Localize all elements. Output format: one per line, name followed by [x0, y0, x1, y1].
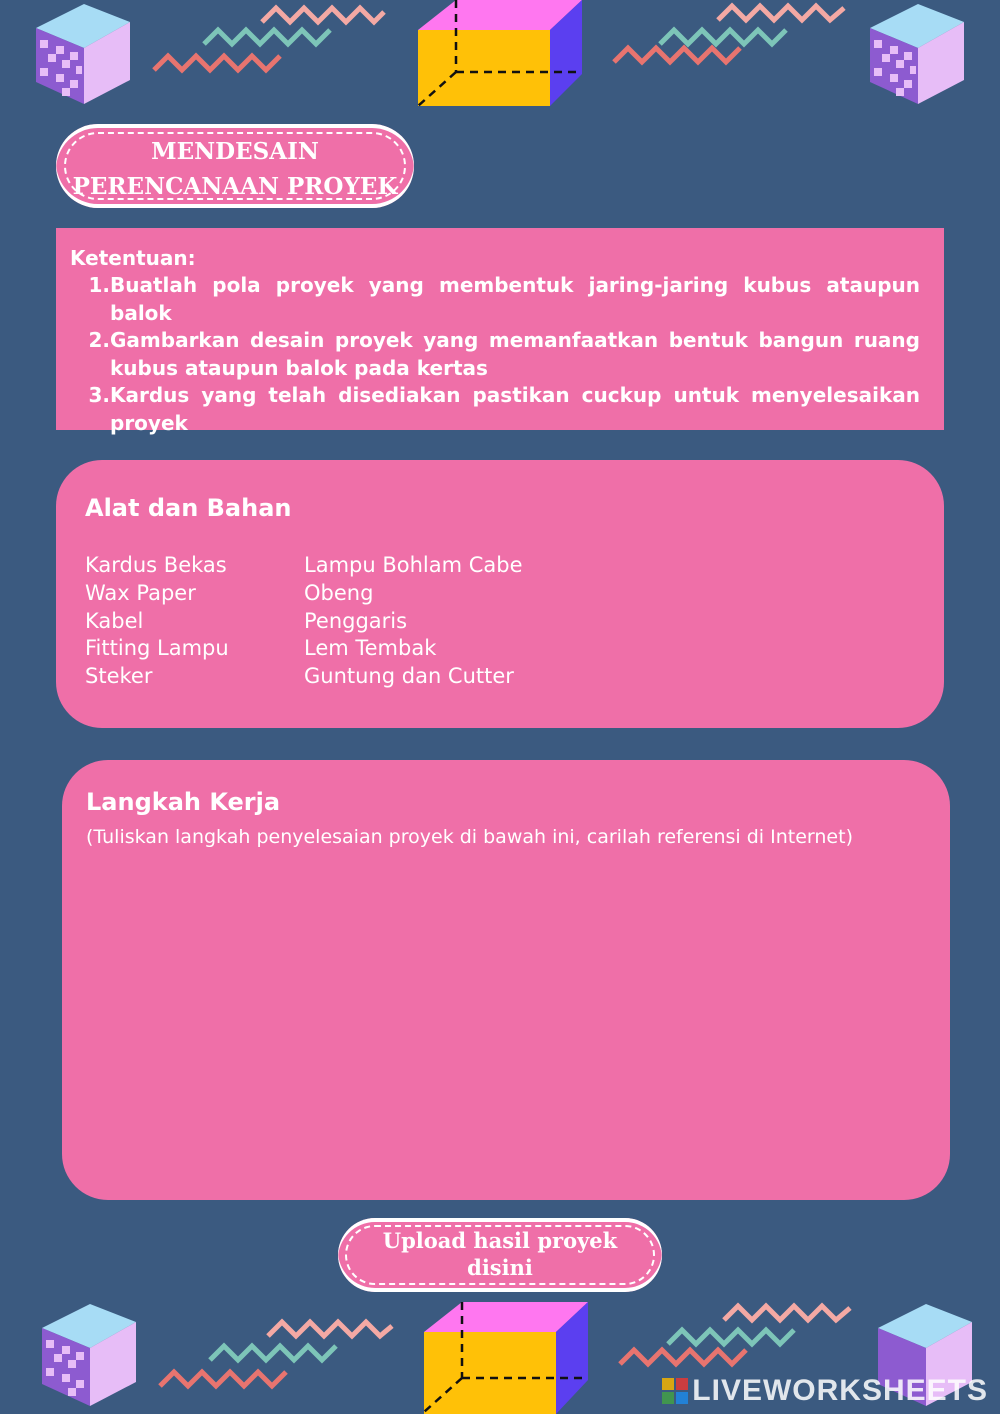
tools-heading: Alat dan Bahan	[85, 494, 292, 522]
title-banner	[56, 124, 414, 208]
steps-answer-area[interactable]	[86, 864, 926, 1176]
steps-instruction: (Tuliskan langkah penyelesaian proyek di bawah ini, carilah referensi di Internet)	[86, 826, 853, 848]
rule-item: 2. Gambarkan desain proyek yang memanfaatkan bentuk bangun ruang kubus ataupun balok pada kertas	[88, 328, 920, 380]
upload-label: Upload hasil proyek disini	[382, 1228, 618, 1280]
checkered-cube-icon	[36, 4, 130, 104]
top-decoration	[0, 0, 1000, 115]
rules-list	[70, 272, 920, 437]
tool-item: Kabel	[85, 608, 144, 633]
rules-heading: Ketentuan:	[70, 246, 196, 270]
tool-item: Lampu Bohlam Cabe	[304, 553, 523, 577]
tool-item: Kardus Bekas	[85, 553, 227, 577]
page-title	[56, 134, 414, 204]
title-line-1: MENDESAIN	[151, 138, 319, 165]
watermark-text: LIVEWORKSHEETS	[692, 1374, 988, 1407]
liveworksheets-watermark	[662, 1374, 988, 1408]
rule-item: 3. Kardus yang telah disediakan pastikan cuckup untuk menyelesaikan proyek	[88, 383, 920, 435]
zigzag-left	[154, 56, 280, 70]
tool-item: Wax Paper	[85, 580, 196, 605]
liveworksheets-logo-icon	[662, 1378, 688, 1404]
tool-item: Lem Tembak	[304, 636, 437, 661]
tools-list-2	[304, 552, 523, 691]
steps-panel	[62, 760, 950, 1200]
checkered-cube-icon	[870, 4, 964, 104]
tool-item: Steker	[85, 664, 153, 689]
box-icon	[424, 1302, 588, 1414]
tool-item: Penggaris	[304, 608, 408, 633]
tool-item: Fitting Lampu	[85, 636, 229, 661]
box-icon	[418, 0, 582, 106]
rules-box	[56, 228, 944, 435]
tools-panel	[56, 460, 944, 728]
tools-list-1	[85, 552, 229, 691]
tool-item: Guntung dan Cutter	[304, 664, 514, 689]
title-line-2: PERENCANAAN PROYEK	[72, 173, 398, 200]
tool-item: Obeng	[304, 580, 374, 605]
steps-heading: Langkah Kerja	[86, 788, 281, 816]
checkered-cube-icon	[42, 1304, 136, 1406]
upload-button[interactable]	[338, 1218, 662, 1292]
rule-item: 1. Buatlah pola proyek yang membentuk jaring-jaring kubus ataupun balok	[88, 273, 920, 325]
